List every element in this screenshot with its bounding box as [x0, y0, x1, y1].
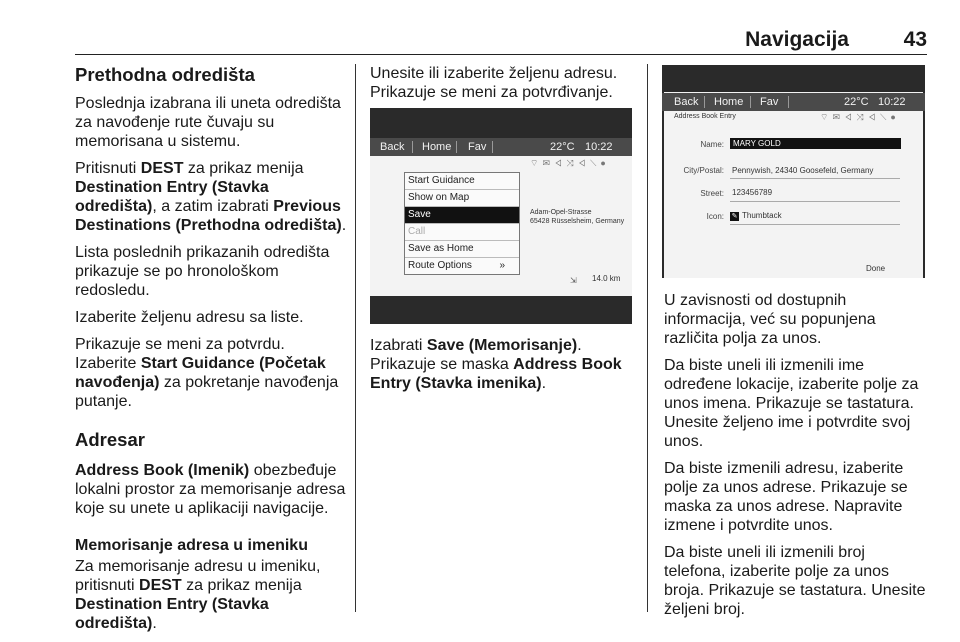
menu-item-save[interactable]: Save: [405, 207, 519, 224]
paragraph: Address Book (Imenik) obezbeđuje lokalni prostor za memorisanje adresa koje su unete u aplikaciji navigacije.: [75, 462, 346, 517]
screenshot-confirm-menu: [370, 108, 632, 324]
column-2-lower: [370, 336, 632, 401]
menu-item-save-as-home[interactable]: Save as Home: [405, 241, 519, 258]
back-button[interactable]: Back: [380, 141, 405, 153]
paragraph: Da biste uneli ili izmenili broj telefona, izaberite polje za unos broja. Prikazuje se tastatura. Unesite željeni broj.: [664, 544, 926, 618]
icon-label: Icon:: [706, 212, 724, 221]
done-button[interactable]: Done: [866, 264, 886, 273]
city-label: City/Postal:: [683, 166, 724, 175]
section-title: Navigacija: [745, 28, 849, 51]
screenshot-address-book-entry: [662, 65, 925, 278]
paragraph: Da biste uneli ili izmenili ime određene lokacije, izaberite polje za unos imena. Prikazuje se tastatura. Unesite željeno ime i potvrdite svoj unos.: [664, 357, 919, 450]
home-button[interactable]: Home: [422, 141, 452, 153]
column-2: [370, 64, 632, 110]
fav-button[interactable]: Fav: [468, 141, 487, 153]
status-icons: ⌔✉◃⤨◃⟍●: [530, 158, 610, 168]
header-rule: [75, 54, 927, 55]
paragraph: U zavisnosti od dostupnih informacija, već su popunjena različita polja za unos.: [664, 292, 876, 347]
paragraph: Lista poslednih prikazanih odredišta prikazuje se po hronološkom redosledu.: [75, 244, 330, 299]
menu-item-start-guidance[interactable]: Start Guidance: [405, 173, 519, 190]
paragraph: Unesite ili izaberite željenu adresu. Prikazuje se meni za potvrđivanje.: [370, 65, 618, 101]
distance-readout: 14.0 km: [592, 274, 621, 283]
chevron-right-icon: »: [499, 260, 505, 271]
column-1: [75, 64, 350, 641]
column-divider-1: [355, 64, 356, 612]
clock-readout: 10:22: [585, 141, 613, 153]
city-field[interactable]: Pennywish, 24340 Goosefeld, Germany: [732, 166, 874, 175]
paragraph: Poslednja izabrana ili uneta odredišta za navođenje rute čuvaju su memorisana u sistemu.: [75, 95, 341, 150]
page-number: 43: [903, 28, 927, 51]
column-divider-2: [647, 64, 648, 612]
menu-item-call: Call: [405, 224, 519, 241]
heading-previous-destinations: Prethodna odredišta: [75, 64, 255, 85]
paragraph: Izabrati Save (Memorisanje). Prikazuje se maska Address Book Entry (Stavka imenika).: [370, 337, 622, 392]
screen-topbar: [370, 138, 632, 156]
destination-address: Adam-Opel-Strasse 65428 Rüsselsheim, Germany: [530, 209, 625, 225]
back-button[interactable]: Back: [674, 96, 699, 108]
paragraph: Za memorisanje adresu u imeniku, pritisnuti DEST za prikaz menija Destination Entry (Stavka odredišta).: [75, 558, 321, 632]
distance-icon: ⇲: [570, 276, 577, 285]
confirm-menu: [404, 172, 520, 275]
status-icons: ⌔✉◃⤨◃⟍●: [820, 112, 900, 122]
icon-field[interactable]: ✎ Thumbtack: [731, 211, 782, 220]
column-3: [664, 291, 928, 627]
temperature-readout: 22°C: [550, 141, 575, 153]
paragraph: Pritisnuti DEST za prikaz menija Destination Entry (Stavka odredišta), a zatim izabrati Previous Destinations (Prethodna odredišta).: [75, 160, 347, 234]
thumbtack-icon: ✎: [731, 213, 738, 220]
menu-item-route-options[interactable]: Route Options »: [405, 258, 519, 274]
name-field[interactable]: MARY GOLD: [730, 138, 901, 149]
home-button[interactable]: Home: [714, 96, 744, 108]
page-header: [75, 28, 927, 54]
heading-memorisanje: Memorisanje adresa u imeniku: [75, 537, 308, 554]
paragraph: Da biste izmenili adresu, izaberite polje za unos adrese. Prikazuje se maska za unos adrese. Napravite izmene i potvrdite unos.: [664, 460, 908, 534]
paragraph: Izaberite željenu adresu sa liste.: [75, 309, 304, 326]
heading-adresar: Adresar: [75, 429, 145, 450]
clock-readout: 10:22: [878, 96, 906, 108]
name-label: Name:: [700, 140, 724, 149]
street-label: Street:: [700, 189, 724, 198]
paragraph: Prikazuje se meni za potvrdu. Izaberite Start Guidance (Početak navođenja) za pokretanje navođenja putanje.: [75, 336, 339, 410]
fav-button[interactable]: Fav: [760, 96, 779, 108]
screen-subtitle: Address Book Entry: [674, 113, 736, 120]
temperature-readout: 22°C: [844, 96, 869, 108]
street-field[interactable]: 123456789: [732, 188, 773, 197]
menu-item-show-on-map[interactable]: Show on Map: [405, 190, 519, 207]
screen-topbar: [662, 93, 925, 111]
